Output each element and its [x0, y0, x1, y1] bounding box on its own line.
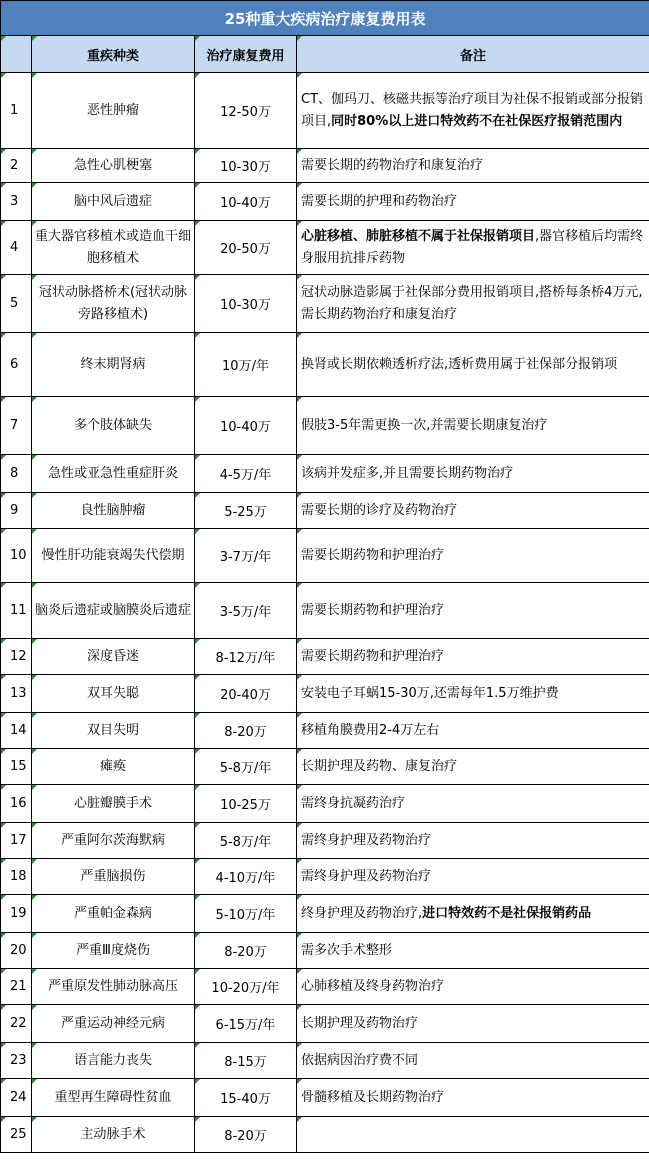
disease-type: 严重运动神经元病	[32, 1005, 195, 1043]
table-row	[1, 969, 649, 1005]
disease-type: 急性心肌梗塞	[32, 149, 195, 183]
treatment-cost: 10万/年	[195, 333, 297, 397]
disease-type: 严重帕金森病	[32, 895, 195, 933]
table-row	[1, 713, 649, 749]
disease-type: 严重Ⅲ度烧伤	[32, 933, 195, 969]
table-row	[1, 73, 649, 149]
treatment-cost: 15-40万	[195, 1079, 297, 1117]
table-row	[1, 221, 649, 275]
disease-type: 良性脑肿瘤	[32, 493, 195, 529]
treatment-cost: 10-25万	[195, 785, 297, 823]
table-row	[1, 933, 649, 969]
remark	[297, 823, 649, 859]
table-row	[1, 183, 649, 221]
disease-type: 语言能力丧失	[32, 1043, 195, 1079]
treatment-cost: 3-5万/年	[195, 583, 297, 639]
table-title: 25种重大疾病治疗康复费用表	[1, 1, 649, 36]
remark	[297, 749, 649, 785]
table-row	[1, 823, 649, 859]
row-number: 20	[1, 933, 32, 969]
row-number: 13	[1, 675, 32, 713]
table-row	[1, 455, 649, 493]
row-number: 10	[1, 529, 32, 583]
treatment-cost: 10-40万	[195, 397, 297, 455]
treatment-cost: 3-7万/年	[195, 529, 297, 583]
remark-text: 长期护理及药物、康复治疗	[301, 758, 458, 774]
table-row	[1, 397, 649, 455]
treatment-cost: 10-30万	[195, 149, 297, 183]
disease-type: 主动脉手术	[32, 1117, 195, 1153]
table-body	[1, 73, 649, 1153]
table-row	[1, 859, 649, 895]
disease-type: 脑中风后遗症	[32, 183, 195, 221]
remark-text: 冠状动脉造影属于社保部分费用报销项目,搭桥每条桥4万元,需长期药物治疗和康复治疗	[301, 284, 643, 322]
remark	[297, 73, 649, 149]
treatment-cost: 5-25万	[195, 493, 297, 529]
disease-type: 脑炎后遗症或脑膜炎后遗症	[32, 583, 195, 639]
row-number: 14	[1, 713, 32, 749]
remark	[297, 785, 649, 823]
remark-text: 骨髓移植及长期药物治疗	[301, 1089, 445, 1105]
treatment-cost: 6-15万/年	[195, 1005, 297, 1043]
header-num	[1, 36, 32, 73]
treatment-cost: 5-10万/年	[195, 895, 297, 933]
table-row	[1, 1005, 649, 1043]
remark-text: 需终身抗凝药治疗	[301, 795, 406, 811]
table-row	[1, 333, 649, 397]
remark	[297, 859, 649, 895]
remark-text: 换肾或长期依赖透析疗法,透析费用属于社保部分报销项	[301, 356, 618, 372]
table-row	[1, 275, 649, 333]
remark-bold-text: 心脏移植、肺脏移植不属于社保报销项目	[301, 228, 536, 244]
remark-text: 需多次手术整形	[301, 942, 393, 958]
remark-text: 终身护理及药物治疗,	[301, 905, 423, 921]
remark	[297, 455, 649, 493]
remark	[297, 933, 649, 969]
remark-text: 需要长期的护理和药物治疗	[301, 193, 458, 209]
row-number: 6	[1, 333, 32, 397]
remark-text: CT、伽玛刀、核磁共振等治疗项目为社保不报销或部分报销项目,	[301, 91, 644, 129]
disease-type: 急性或亚急性重症肝炎	[32, 455, 195, 493]
treatment-cost: 10-20万/年	[195, 969, 297, 1005]
remark	[297, 1043, 649, 1079]
remark	[297, 1005, 649, 1043]
treatment-cost: 20-50万	[195, 221, 297, 275]
table-row	[1, 493, 649, 529]
row-number: 12	[1, 639, 32, 675]
remark	[297, 969, 649, 1005]
treatment-cost: 4-5万/年	[195, 455, 297, 493]
remark	[297, 221, 649, 275]
disease-type: 双目失明	[32, 713, 195, 749]
treatment-cost: 8-20万	[195, 1117, 297, 1153]
remark-text: 需终身护理及药物治疗	[301, 832, 432, 848]
remark	[297, 397, 649, 455]
row-number: 17	[1, 823, 32, 859]
row-number: 25	[1, 1117, 32, 1153]
row-number: 19	[1, 895, 32, 933]
row-number: 4	[1, 221, 32, 275]
treatment-cost: 8-15万	[195, 1043, 297, 1079]
remark-text: 需要长期药物和护理治疗	[301, 602, 445, 618]
table-row	[1, 639, 649, 675]
row-number: 15	[1, 749, 32, 785]
remark-text: 假肢3-5年需更换一次,并需要长期康复治疗	[301, 417, 548, 433]
disease-type: 严重原发性肺动脉高压	[32, 969, 195, 1005]
remark-text: 需要长期的诊疗及药物治疗	[301, 502, 458, 518]
table-row	[1, 675, 649, 713]
remark-text: 依据病因治疗费不同	[301, 1052, 419, 1068]
row-number: 8	[1, 455, 32, 493]
row-number: 2	[1, 149, 32, 183]
remark-text: 该病并发症多,并且需要长期药物治疗	[301, 465, 514, 481]
remark-text: 需要长期药物和护理治疗	[301, 648, 445, 664]
table-row	[1, 149, 649, 183]
disease-type: 双耳失聪	[32, 675, 195, 713]
row-number: 9	[1, 493, 32, 529]
remark-text: 需要长期的药物治疗和康复治疗	[301, 157, 484, 173]
remark	[297, 529, 649, 583]
row-number: 18	[1, 859, 32, 895]
remark	[297, 333, 649, 397]
remark-text: 需要长期药物和护理治疗	[301, 547, 445, 563]
row-number: 7	[1, 397, 32, 455]
row-number: 23	[1, 1043, 32, 1079]
remark-text: 长期护理及药物治疗	[301, 1015, 419, 1031]
treatment-cost: 8-20万	[195, 713, 297, 749]
disease-type: 多个肢体缺失	[32, 397, 195, 455]
remark	[297, 1117, 649, 1153]
treatment-cost: 12-50万	[195, 73, 297, 149]
disease-type: 重大器官移植术或造血干细胞移植术	[32, 221, 195, 275]
treatment-cost: 5-8万/年	[195, 749, 297, 785]
disease-type: 严重脑损伤	[32, 859, 195, 895]
remark	[297, 183, 649, 221]
row-number: 3	[1, 183, 32, 221]
disease-type: 恶性肿瘤	[32, 73, 195, 149]
table-row	[1, 529, 649, 583]
row-number: 5	[1, 275, 32, 333]
remark	[297, 1079, 649, 1117]
disease-type: 严重阿尔茨海默病	[32, 823, 195, 859]
disease-type: 冠状动脉搭桥术(冠状动脉旁路移植术)	[32, 275, 195, 333]
table-row	[1, 785, 649, 823]
table-row	[1, 1117, 649, 1153]
disease-type: 深度昏迷	[32, 639, 195, 675]
disease-type: 慢性肝功能衰竭失代偿期	[32, 529, 195, 583]
remark	[297, 149, 649, 183]
treatment-cost: 10-30万	[195, 275, 297, 333]
remark	[297, 583, 649, 639]
row-number: 22	[1, 1005, 32, 1043]
remark-text: ,器官移植后均需终身服用抗排斥药物	[301, 228, 644, 266]
row-number: 24	[1, 1079, 32, 1117]
remark	[297, 675, 649, 713]
treatment-cost: 5-8万/年	[195, 823, 297, 859]
header-type: 重疾种类	[32, 36, 195, 73]
row-number: 21	[1, 969, 32, 1005]
row-number: 11	[1, 583, 32, 639]
row-number: 1	[1, 73, 32, 149]
header-note: 备注	[297, 36, 649, 73]
header-cost: 治疗康复费用	[195, 36, 297, 73]
remark-text: 心肺移植及终身药物治疗	[301, 978, 445, 994]
remark	[297, 639, 649, 675]
table-row	[1, 583, 649, 639]
remark	[297, 275, 649, 333]
table-row	[1, 895, 649, 933]
disease-type: 心脏瓣膜手术	[32, 785, 195, 823]
treatment-cost: 4-10万/年	[195, 859, 297, 895]
remark-bold-text: 进口特效药不是社保报销药品	[422, 905, 592, 921]
remark-text: 移植角膜费用2-4万左右	[301, 722, 440, 738]
remark	[297, 713, 649, 749]
table-row	[1, 1079, 649, 1117]
disease-type: 瘫痪	[32, 749, 195, 785]
treatment-cost: 8-12万/年	[195, 639, 297, 675]
remark	[297, 493, 649, 529]
remark-bold-text: 同时80%以上进口特效药不在社保医疗报销范围内	[331, 113, 623, 129]
remark-text: 需终身护理及药物治疗	[301, 868, 432, 884]
table-row	[1, 749, 649, 785]
table-row	[1, 1043, 649, 1079]
treatment-cost: 20-40万	[195, 675, 297, 713]
row-number: 16	[1, 785, 32, 823]
disease-type: 终末期肾病	[32, 333, 195, 397]
remark-text: 安装电子耳蜗15-30万,还需每年1.5万维护费	[301, 685, 559, 701]
remark	[297, 895, 649, 933]
treatment-cost: 8-20万	[195, 933, 297, 969]
disease-type: 重型再生障碍性贫血	[32, 1079, 195, 1117]
treatment-cost: 10-40万	[195, 183, 297, 221]
